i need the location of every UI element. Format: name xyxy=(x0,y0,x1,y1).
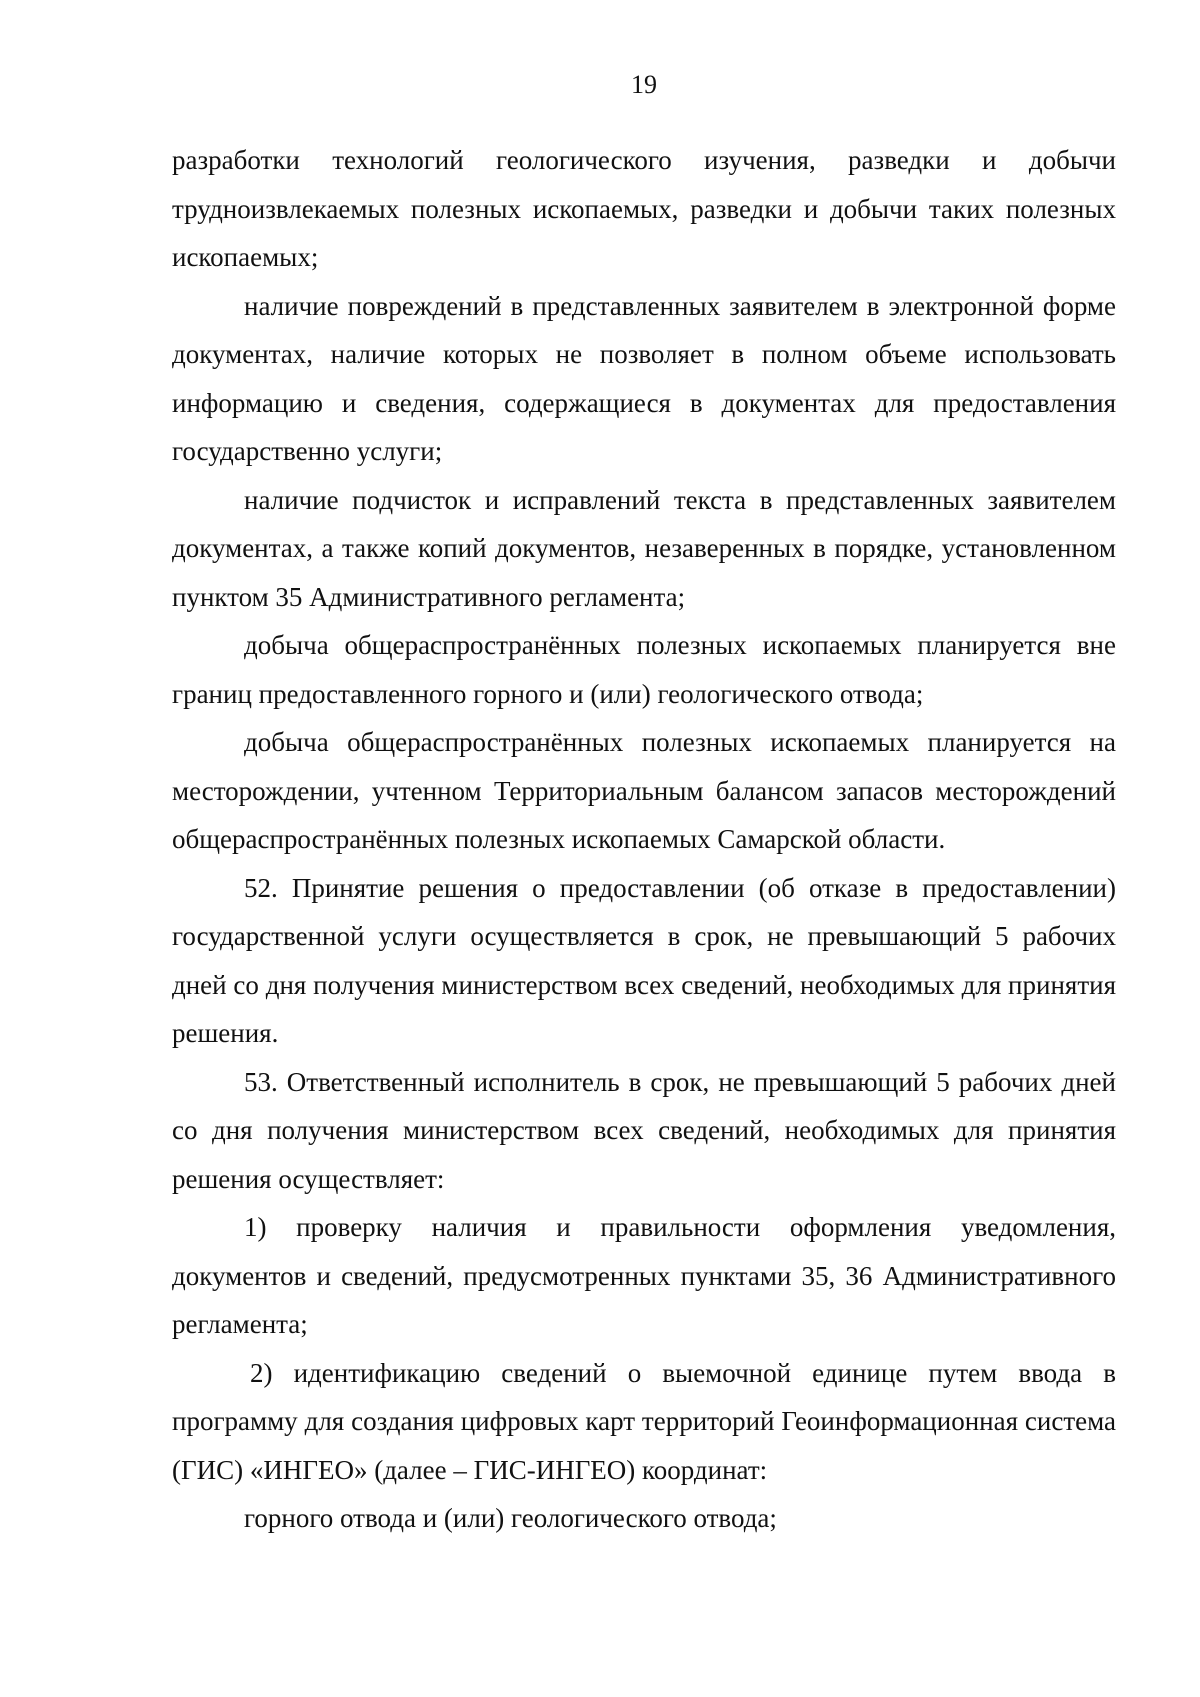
paragraph-item-52: 52. Принятие решения о предоставлении (об отказе в предоставлении) государственной услуги осуществляется в срок, не превышающий 5 рабочих дней со дня получения министерством всех сведений, необходимых для принятия решения. xyxy=(172,872,1116,1048)
paragraph-damage-electronic-docs: наличие повреждений в представленных заявителем в электронной форме документах, наличие которых не позволяет в полном объеме использовать информацию и сведения, содержащиеся в документах для предоставления государственно услуги; xyxy=(172,290,1116,466)
paragraph-mining-outside-boundaries: добыча общераспространённых полезных ископаемых планируется вне границ предоставленного горного и (или) геологического отвода; xyxy=(172,630,1116,709)
paragraph-mining-registered-deposit: добыча общераспространённых полезных ископаемых планируется на месторождении, учтенном Территориальным балансом запасов месторождений общераспространённых полезных ископаемых Самарской области. xyxy=(172,727,1116,854)
paragraph-item-53: 53. Ответственный исполнитель в срок, не превышающий 5 рабочих дней со дня получения министерством всех сведений, необходимых для принятия решения осуществляет: xyxy=(172,1066,1116,1194)
page-number: 19 xyxy=(631,70,657,99)
paragraph-erasures-corrections: наличие подчисток и исправлений текста в представленных заявителем документах, а также копий документов, незаверенных в порядке, установленном пунктом 35 Административного регламента; xyxy=(172,484,1116,612)
paragraph-mining-allotment: горного отвода и (или) геологического отвода; xyxy=(244,1503,777,1533)
paragraph-continuation: разработки технологий геологического изучения, разведки и добычи трудноизвлекаемых полезных ископаемых, разведки и добычи таких полезных ископаемых; xyxy=(172,145,1116,272)
paragraph-subitem-2: 2) идентификацию сведений о выемочной единице путем ввода в программу для создания цифровых карт территорий Геоинформационная система (ГИС) «ИНГЕО» (далее – ГИС-ИНГЕО) координат: xyxy=(172,1357,1116,1485)
document-body xyxy=(172,136,1116,1543)
paragraph-subitem-1: 1) проверку наличия и правильности оформления уведомления, документов и сведений, предусмотренных пунктами 35, 36 Административного регламента; xyxy=(172,1212,1116,1339)
